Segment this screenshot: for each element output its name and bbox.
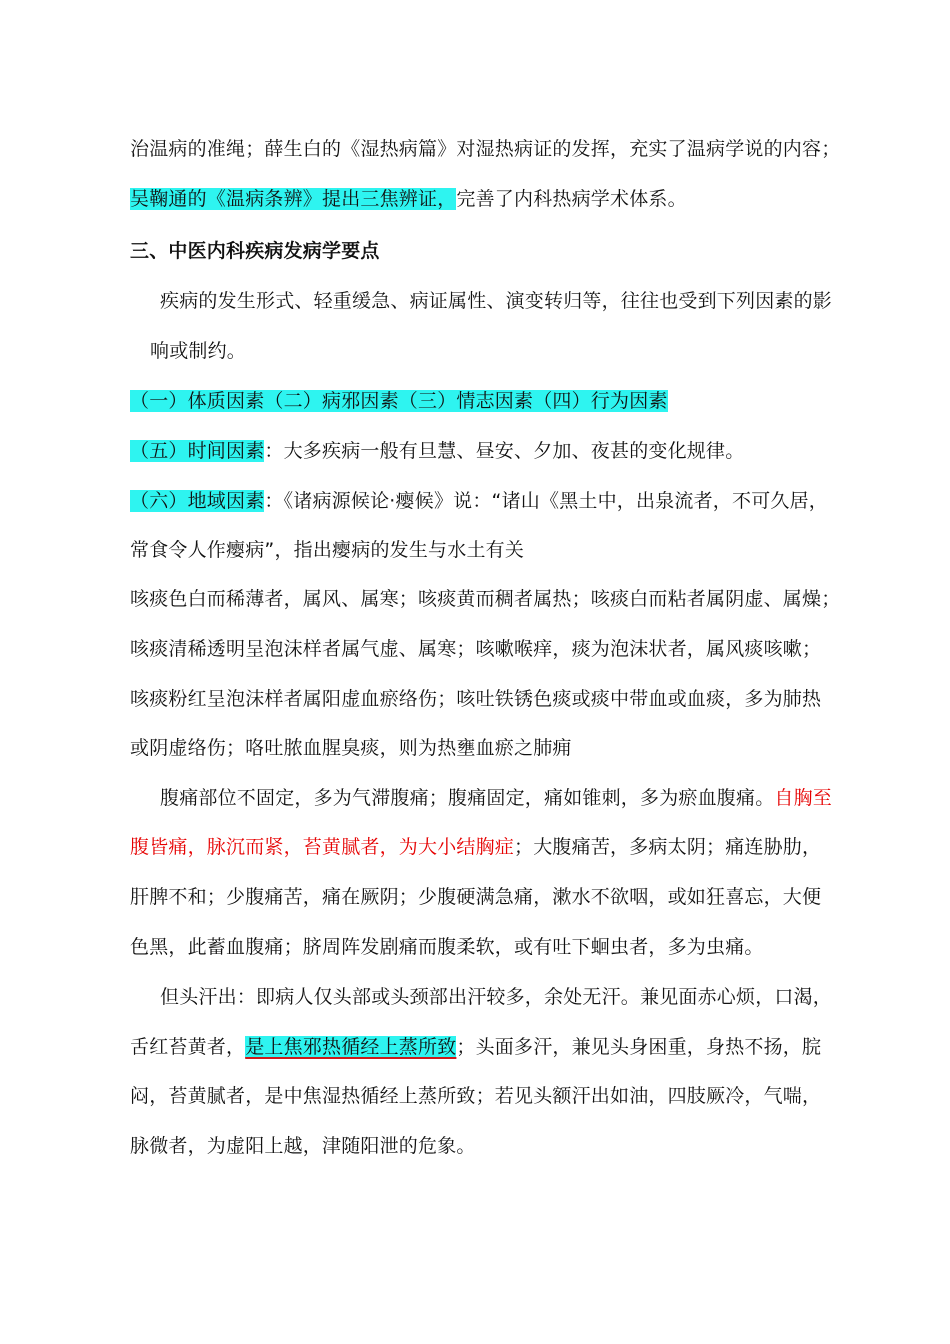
text-line	[130, 186, 687, 212]
text-span: ；头面多汗，兼见头身困重，身热不扬，脘	[456, 1036, 822, 1058]
text-span: 完善了内科热病学术体系。	[456, 188, 687, 210]
highlighted-text: （六）地域因素	[130, 490, 265, 512]
text-line	[130, 884, 821, 910]
text-span: 治温病的准绳；薛生白的《湿热病篇》对湿热病证的发挥，充实了温病学说的内容；	[130, 138, 841, 160]
section-heading: 三、中医内科疾病发病学要点	[130, 240, 380, 262]
text-span: ；大腹痛苦，多病太阴；痛连胁肋，	[514, 836, 822, 858]
text-span: 常食令人作瘿病”，指出瘿病的发生与水土有关	[130, 539, 525, 561]
text-line	[160, 288, 832, 314]
text-span: 腹痛部位不固定，多为气滞腹痛；腹痛固定，痛如锥刺，多为瘀血腹痛。	[160, 787, 775, 809]
text-span: 或阴虚络伤；咯吐脓血腥臭痰，则为热壅血瘀之肺痈	[130, 737, 572, 759]
text-span: 咳痰色白而稀薄者，属风、属寒；咳痰黄而稠者属热；咳痰白而粘者属阴虚、属燥；	[130, 588, 841, 610]
highlighted-text: （五）时间因素	[130, 440, 265, 462]
text-line	[130, 1034, 821, 1060]
text-line	[130, 934, 764, 960]
text-line	[130, 438, 744, 464]
text-span: 闷，苔黄腻者，是中焦湿热循经上蒸所致；若见头额汗出如油，四肢厥冷，气喘，	[130, 1085, 822, 1107]
red-text: 自胸至	[774, 787, 833, 809]
red-text: 腹皆痛，脉沉而紧，苔黄腻者，为大小结胸症	[130, 836, 515, 858]
text-line	[130, 136, 840, 162]
text-line	[130, 735, 572, 761]
text-line	[130, 537, 524, 563]
text-line	[130, 686, 821, 712]
text-line	[160, 785, 832, 811]
text-line	[130, 834, 821, 860]
text-line	[130, 586, 840, 612]
text-line	[130, 636, 821, 662]
highlighted-text: （一）体质因素（二）病邪因素（三）情志因素（四）行为因素	[130, 390, 668, 412]
highlighted-text: 是上焦邪热循经上蒸所致	[245, 1036, 457, 1058]
text-span: 肝脾不和；少腹痛苦，痛在厥阴；少腹硬满急痛，漱水不欲咽，或如狂喜忘，大便	[130, 886, 822, 908]
text-span: 舌红苔黄者，	[130, 1036, 246, 1058]
text-span: ：《诸病源候论·瘿候》说：“诸山《黑土中，出泉流者，不可久居，	[264, 490, 828, 512]
text-line	[130, 1133, 476, 1159]
text-span: 响或制约。	[150, 340, 247, 362]
text-span: 脉微者，为虚阳上越，津随阳泄的危象。	[130, 1135, 476, 1157]
text-span: 疾病的发生形式、轻重缓急、病证属性、演变转归等，往往也受到下列因素的影	[160, 290, 833, 312]
text-line	[130, 388, 668, 414]
text-line	[130, 488, 828, 514]
text-span: 色黑，此蓄血腹痛；脐周阵发剧痛而腹柔软，或有吐下蛔虫者，多为虫痛。	[130, 936, 764, 958]
text-span: 但头汗出：即病人仅头部或头颈部出汗较多，余处无汗。兼见面赤心烦，口渴，	[160, 986, 833, 1008]
text-span: 咳痰清稀透明呈泡沫样者属气虚、属寒；咳嗽喉痒，痰为泡沫状者，属风痰咳嗽；	[130, 638, 822, 660]
highlighted-text: 吴鞠通的《温病条辨》提出三焦辨证，	[130, 188, 457, 210]
text-line	[150, 338, 246, 364]
text-line	[130, 1083, 821, 1109]
text-span: 咳痰粉红呈泡沫样者属阳虚血瘀络伤；咳吐铁锈色痰或痰中带血或血痰，多为肺热	[130, 688, 822, 710]
text-line	[160, 984, 832, 1010]
text-span: ：大多疾病一般有旦慧、昼安、夕加、夜甚的变化规律。	[264, 440, 745, 462]
